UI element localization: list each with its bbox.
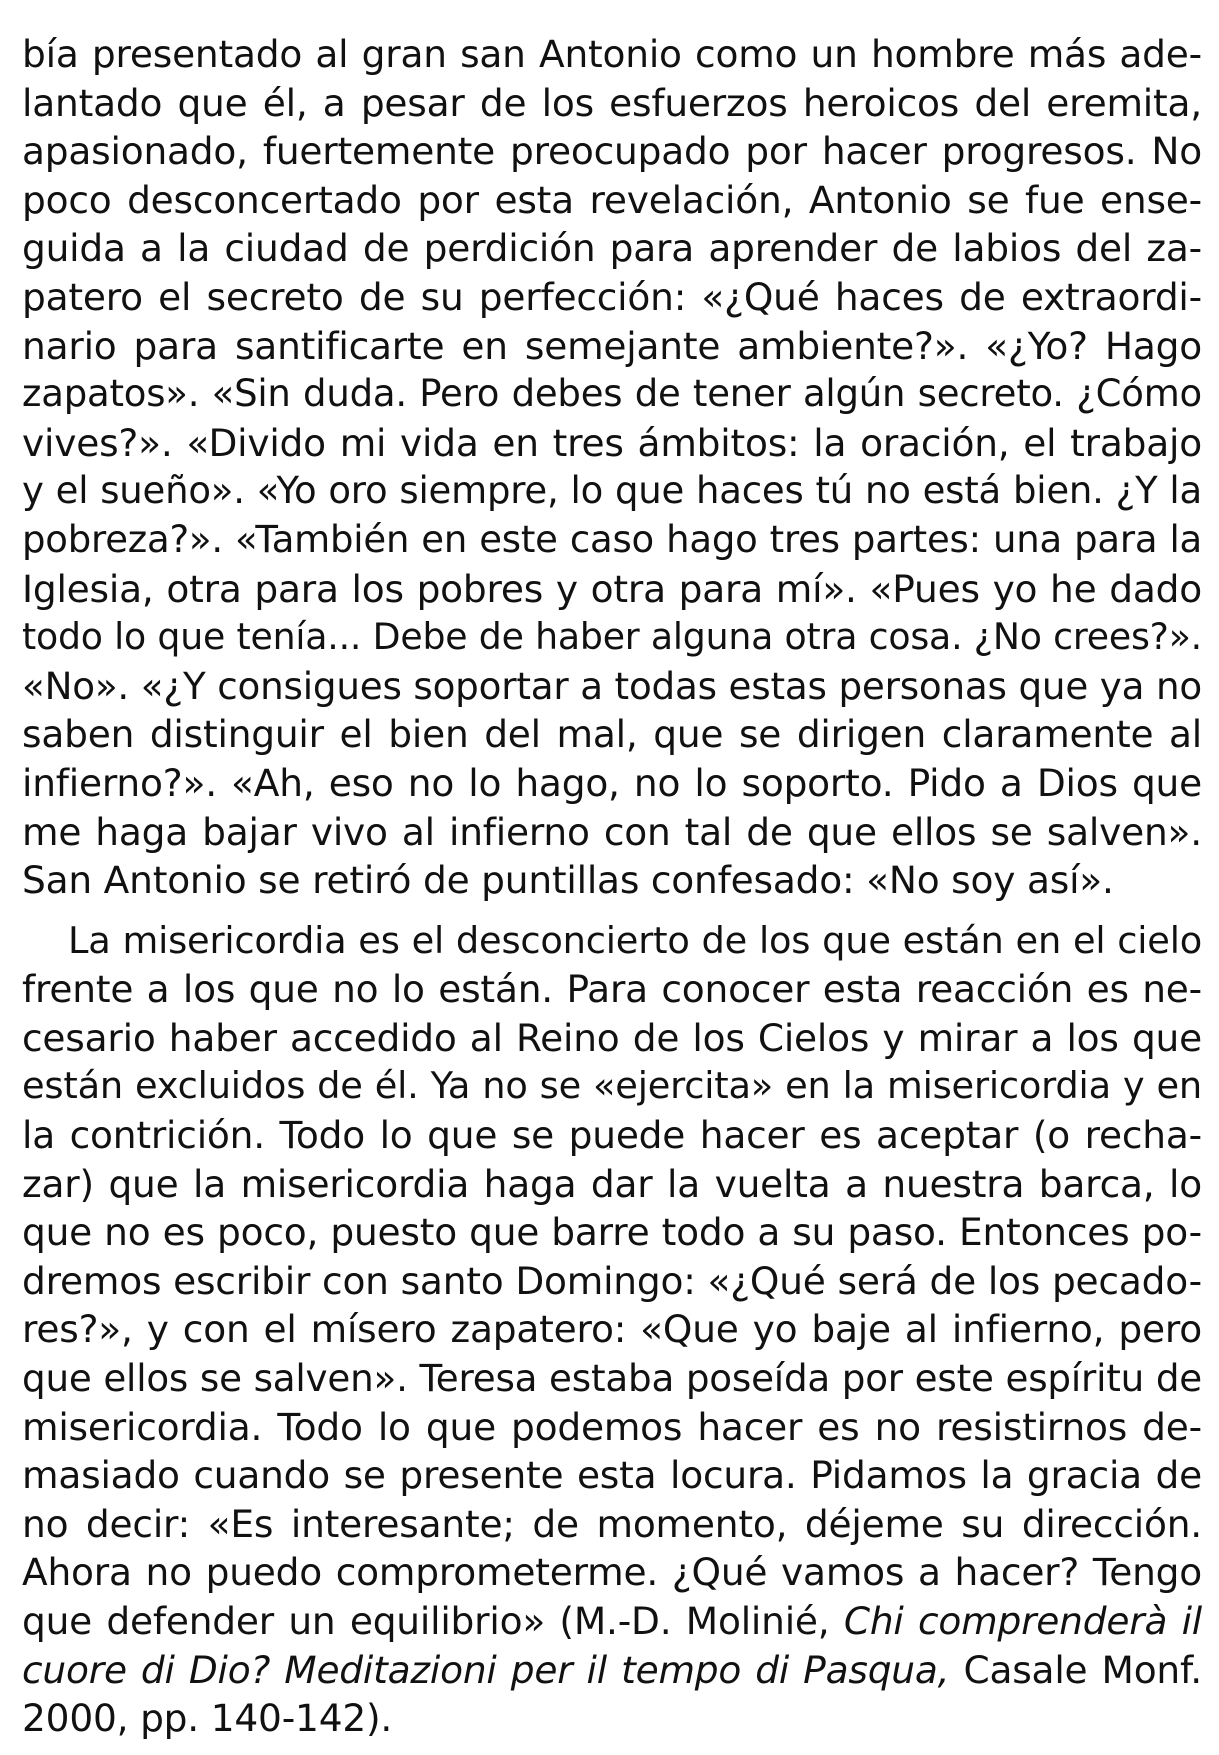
citation-line-2 bbox=[22, 1646, 1202, 1695]
text-line: lantado que él, a pesar de los esfuerzos heroicos del eremita, bbox=[22, 80, 1202, 125]
text-line: todo lo que tenía... Debe de haber alguna otra cosa. ¿No crees?». bbox=[22, 615, 1202, 659]
paragraph-saint-anthony-story bbox=[22, 30, 1202, 905]
citation-text: que defender un equilibrio» (M.-D. Molinié, bbox=[22, 1599, 844, 1643]
text-line: misericordia. Todo lo que podemos hacer es no resistirnos de- bbox=[22, 1404, 1202, 1449]
text-line: no decir: «Es interesante; de momento, déjeme su dirección. bbox=[22, 1501, 1202, 1546]
text-line: que no es poco, puesto que barre todo a su paso. Entonces po- bbox=[22, 1210, 1202, 1255]
text-line: guida a la ciudad de perdición para aprender de labios del za- bbox=[22, 226, 1202, 271]
text-line: frente a los que no lo están. Para conocer esta reacción es ne- bbox=[22, 967, 1202, 1012]
text-line: «No». «¿Y consigues soportar a todas estas personas que ya no bbox=[22, 663, 1202, 708]
text-line: poco desconcertado por esta revelación, Antonio se fue ense- bbox=[22, 177, 1202, 222]
text-line: Ahora no puedo comprometerme. ¿Qué vamos a hacer? Tengo bbox=[22, 1550, 1202, 1595]
text-line: saben distinguir el bien del mal, que se dirigen claramente al bbox=[22, 712, 1202, 757]
citation-line-1 bbox=[22, 1597, 1202, 1646]
citation-book-title: cuore di Dio? Meditazioni per il tempo di Pasqua, bbox=[22, 1647, 950, 1692]
text-line: zar) que la misericordia haga dar la vuelta a nuestra barca, lo bbox=[22, 1161, 1202, 1206]
text-line: zapatos». «Sin duda. Pero debes de tener algún secreto. ¿Cómo bbox=[22, 372, 1202, 416]
text-line: patero el secreto de su perfección: «¿Qué haces de extraordi- bbox=[22, 274, 1202, 319]
text-line: dremos escribir con santo Domingo: «¿Qué será de los pecado- bbox=[22, 1258, 1202, 1303]
text-line: bía presentado al gran san Antonio como un hombre más ade- bbox=[22, 32, 1202, 76]
citation-book-title: Chi comprenderà il bbox=[843, 1599, 1203, 1643]
paragraph-gap bbox=[22, 905, 1202, 917]
citation-publisher: Casale Monf. bbox=[949, 1647, 1202, 1692]
text-line: masiado cuando se presente esta locura. Pidamos la gracia de bbox=[22, 1453, 1202, 1498]
text-line: pobreza?». «También en este caso hago tres partes: una para la bbox=[22, 517, 1202, 561]
text-line: apasionado, fuertemente preocupado por hacer progresos. No bbox=[22, 129, 1202, 174]
text-line: nario para santificarte en semejante ambiente?». «¿Yo? Hago bbox=[22, 323, 1202, 368]
text-line-last: San Antonio se retiró de puntillas confesado: «No soy así». bbox=[22, 858, 1114, 903]
text-line: que ellos se salven». Teresa estaba poseída por este espíritu de bbox=[22, 1356, 1202, 1401]
text-line: Iglesia, otra para los pobres y otra para mí». «Pues yo he dado bbox=[22, 566, 1202, 611]
document-page bbox=[22, 30, 1202, 1743]
paragraph-mercy bbox=[22, 917, 1202, 1743]
text-line-indented: La misericordia es el desconcierto de los que están en el cielo bbox=[68, 918, 1202, 962]
text-line: vives?». «Divido mi vida en tres ámbitos: la oración, el trabajo bbox=[22, 420, 1202, 465]
citation-line-3: 2000, pp. 140-142). bbox=[22, 1696, 393, 1741]
text-line: me haga bajar vivo al infierno con tal de que ellos se salven». bbox=[22, 809, 1202, 854]
text-line: están excluidos de él. Ya no se «ejercita» en la misericordia y en bbox=[22, 1064, 1202, 1108]
text-line: cesario haber accedido al Reino de los Cielos y mirar a los que bbox=[22, 1015, 1202, 1060]
text-line: res?», y con el mísero zapatero: «Que yo baje al infierno, pero bbox=[22, 1307, 1202, 1352]
text-line: infierno?». «Ah, eso no lo hago, no lo soporto. Pido a Dios que bbox=[22, 760, 1202, 805]
text-line: la contrición. Todo lo que se puede hacer es aceptar (o recha- bbox=[22, 1113, 1202, 1158]
text-line: y el sueño». «Yo oro siempre, lo que haces tú no está bien. ¿Y la bbox=[22, 469, 1202, 513]
